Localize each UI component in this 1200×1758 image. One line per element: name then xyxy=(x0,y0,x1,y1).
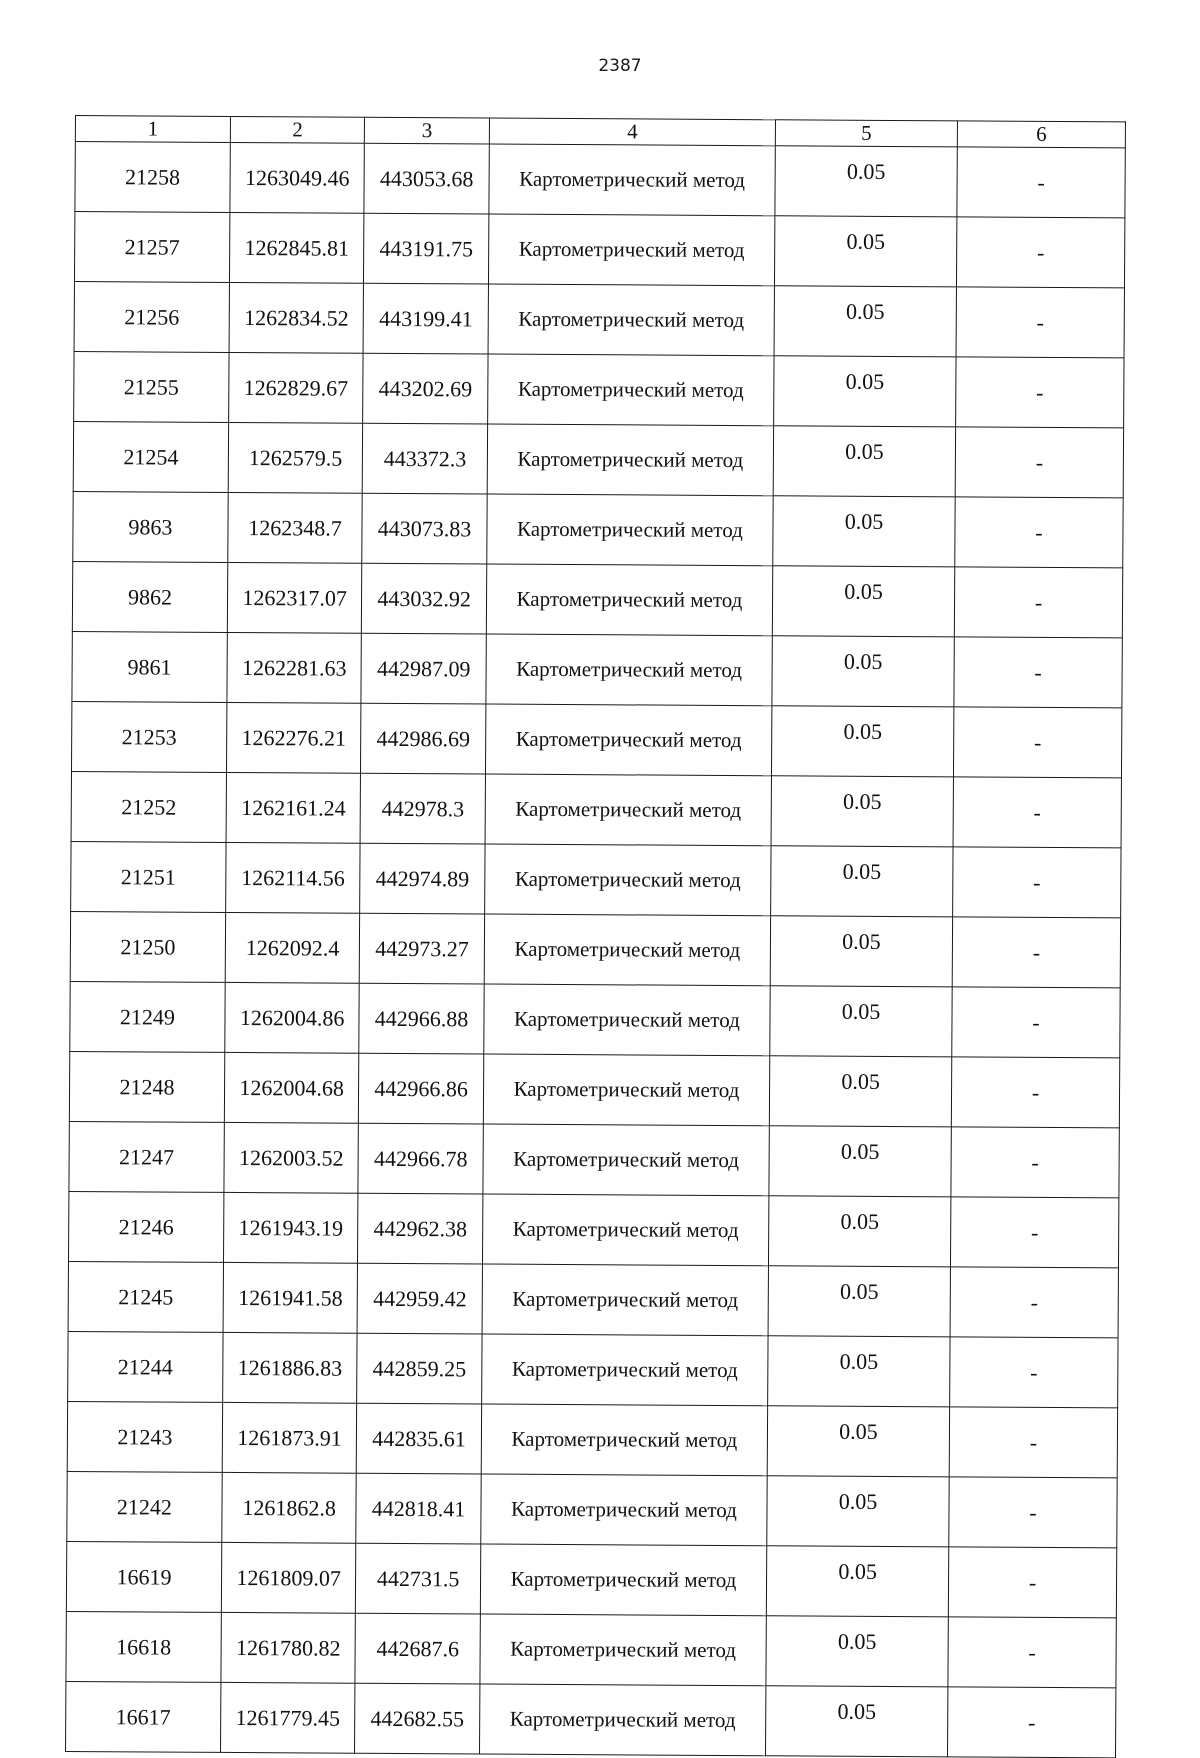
note-cell: - xyxy=(956,357,1124,428)
note-cell: - xyxy=(948,1617,1116,1688)
note-cell: - xyxy=(955,427,1123,498)
x-coordinate-cell: 1263049.46 xyxy=(230,142,365,213)
method-cell: Картометрический метод xyxy=(488,354,774,426)
y-coordinate-cell: 442959.42 xyxy=(357,1263,482,1334)
x-coordinate-cell: 1261941.58 xyxy=(223,1262,358,1333)
method-cell: Картометрический метод xyxy=(479,1684,765,1756)
method-cell: Картометрический метод xyxy=(480,1544,766,1616)
note-cell: - xyxy=(951,1057,1119,1128)
method-cell: Картометрический метод xyxy=(480,1614,766,1686)
header-col-4: 4 xyxy=(489,118,775,146)
y-coordinate-cell: 442818.41 xyxy=(356,1473,481,1544)
y-coordinate-cell: 442973.27 xyxy=(360,913,485,984)
y-coordinate-cell: 443073.83 xyxy=(362,493,487,564)
accuracy-cell: 0.05 xyxy=(767,1476,949,1547)
method-cell: Картометрический метод xyxy=(488,284,774,356)
y-coordinate-cell: 442859.25 xyxy=(357,1333,482,1404)
x-coordinate-cell: 1262114.56 xyxy=(226,842,361,913)
y-coordinate-cell: 443372.3 xyxy=(363,423,488,494)
accuracy-cell: 0.05 xyxy=(767,1406,949,1477)
table-row xyxy=(66,1611,1116,1687)
x-coordinate-cell: 1261873.91 xyxy=(222,1402,357,1473)
point-number-cell: 21247 xyxy=(69,1121,224,1192)
accuracy-cell: 0.05 xyxy=(772,566,954,637)
method-cell: Картометрический метод xyxy=(483,1054,769,1126)
point-number-cell: 21245 xyxy=(68,1261,223,1332)
point-number-cell: 9862 xyxy=(72,561,227,632)
x-coordinate-cell: 1262829.67 xyxy=(229,352,364,423)
y-coordinate-cell: 443032.92 xyxy=(362,563,487,634)
accuracy-cell: 0.05 xyxy=(770,986,952,1057)
accuracy-cell: 0.05 xyxy=(769,1056,951,1127)
point-number-cell: 21244 xyxy=(68,1331,223,1402)
table-row xyxy=(73,491,1123,567)
y-coordinate-cell: 442731.5 xyxy=(356,1543,481,1614)
accuracy-cell: 0.05 xyxy=(771,706,953,777)
y-coordinate-cell: 442687.6 xyxy=(355,1613,480,1684)
table-row xyxy=(66,1681,1116,1757)
method-cell: Картометрический метод xyxy=(486,564,772,636)
x-coordinate-cell: 1262003.52 xyxy=(224,1122,359,1193)
point-number-cell: 21257 xyxy=(74,212,229,283)
method-cell: Картометрический метод xyxy=(486,634,772,706)
y-coordinate-cell: 442966.86 xyxy=(359,1053,484,1124)
table-row xyxy=(72,631,1122,707)
y-coordinate-cell: 442966.78 xyxy=(358,1123,483,1194)
x-coordinate-cell: 1261862.8 xyxy=(222,1472,357,1543)
accuracy-cell: 0.05 xyxy=(769,1126,951,1197)
point-number-cell: 21256 xyxy=(74,281,229,352)
x-coordinate-cell: 1261809.07 xyxy=(221,1542,356,1613)
method-cell: Картометрический метод xyxy=(489,144,775,216)
x-coordinate-cell: 1262092.4 xyxy=(225,912,360,983)
x-coordinate-cell: 1262161.24 xyxy=(226,772,361,843)
note-cell: - xyxy=(949,1407,1117,1478)
method-cell: Картометрический метод xyxy=(485,844,771,916)
x-coordinate-cell: 1262317.07 xyxy=(227,562,362,633)
accuracy-cell: 0.05 xyxy=(773,426,955,497)
accuracy-cell: 0.05 xyxy=(774,286,956,357)
note-cell: - xyxy=(954,637,1122,708)
y-coordinate-cell: 443199.41 xyxy=(363,283,488,354)
note-cell: - xyxy=(953,777,1121,848)
note-cell: - xyxy=(950,1197,1118,1268)
note-cell: - xyxy=(955,497,1123,568)
y-coordinate-cell: 442682.55 xyxy=(355,1683,480,1754)
note-cell: - xyxy=(951,1127,1119,1198)
accuracy-cell: 0.05 xyxy=(775,146,957,217)
table-row xyxy=(70,981,1120,1057)
x-coordinate-cell: 1262281.63 xyxy=(227,632,362,703)
header-col-2: 2 xyxy=(230,116,365,143)
note-cell: - xyxy=(948,1687,1116,1758)
table-row xyxy=(72,561,1122,637)
method-cell: Картометрический метод xyxy=(481,1474,767,1546)
method-cell: Картометрический метод xyxy=(485,774,771,846)
x-coordinate-cell: 1261943.19 xyxy=(223,1192,358,1263)
y-coordinate-cell: 442974.89 xyxy=(360,843,485,914)
note-cell: - xyxy=(953,707,1121,778)
point-number-cell: 21255 xyxy=(74,351,229,422)
coordinates-table xyxy=(65,115,1126,1758)
point-number-cell: 21254 xyxy=(73,421,228,492)
accuracy-cell: 0.05 xyxy=(772,636,954,707)
table-body xyxy=(66,142,1126,1758)
y-coordinate-cell: 442835.61 xyxy=(357,1403,482,1474)
x-coordinate-cell: 1261886.83 xyxy=(223,1332,358,1403)
point-number-cell: 21246 xyxy=(68,1191,223,1262)
method-cell: Картометрический метод xyxy=(487,424,773,496)
method-cell: Картометрический метод xyxy=(482,1334,768,1406)
accuracy-cell: 0.05 xyxy=(768,1336,950,1407)
method-cell: Картометрический метод xyxy=(482,1264,768,1336)
accuracy-cell: 0.05 xyxy=(773,496,955,567)
accuracy-cell: 0.05 xyxy=(774,356,956,427)
y-coordinate-cell: 443053.68 xyxy=(364,143,489,214)
note-cell: - xyxy=(956,217,1124,288)
accuracy-cell: 0.05 xyxy=(766,1616,948,1687)
header-col-1: 1 xyxy=(75,116,230,143)
note-cell: - xyxy=(952,917,1120,988)
point-number-cell: 16617 xyxy=(66,1681,221,1752)
x-coordinate-cell: 1262845.81 xyxy=(229,212,364,283)
method-cell: Картометрический метод xyxy=(488,214,774,286)
x-coordinate-cell: 1262348.7 xyxy=(228,492,363,563)
point-number-cell: 21242 xyxy=(67,1471,222,1542)
table-row xyxy=(67,1401,1117,1477)
x-coordinate-cell: 1262004.86 xyxy=(225,982,360,1053)
table-row xyxy=(74,212,1124,288)
method-cell: Картометрический метод xyxy=(485,704,771,776)
y-coordinate-cell: 443202.69 xyxy=(363,353,488,424)
accuracy-cell: 0.05 xyxy=(771,776,953,847)
accuracy-cell: 0.05 xyxy=(774,216,956,287)
method-cell: Картометрический метод xyxy=(483,1124,769,1196)
x-coordinate-cell: 1262276.21 xyxy=(226,702,361,773)
accuracy-cell: 0.05 xyxy=(765,1686,947,1757)
accuracy-cell: 0.05 xyxy=(771,846,953,917)
point-number-cell: 16618 xyxy=(66,1611,221,1682)
table-row xyxy=(70,911,1120,987)
point-number-cell: 21248 xyxy=(69,1051,224,1122)
table-row xyxy=(71,841,1121,917)
table-row xyxy=(74,351,1124,427)
point-number-cell: 21243 xyxy=(67,1401,222,1472)
table-row xyxy=(69,1051,1119,1127)
table-row xyxy=(71,701,1121,777)
y-coordinate-cell: 442962.38 xyxy=(358,1193,483,1264)
point-number-cell: 21249 xyxy=(70,981,225,1052)
method-cell: Картометрический метод xyxy=(482,1194,768,1266)
header-col-6: 6 xyxy=(957,121,1125,148)
header-col-3: 3 xyxy=(365,117,490,144)
header-col-5: 5 xyxy=(775,120,957,147)
table-row xyxy=(75,142,1125,218)
x-coordinate-cell: 1261779.45 xyxy=(220,1682,355,1753)
method-cell: Картометрический метод xyxy=(484,914,770,986)
accuracy-cell: 0.05 xyxy=(768,1266,950,1337)
accuracy-cell: 0.05 xyxy=(766,1546,948,1617)
table-row xyxy=(68,1191,1118,1267)
note-cell: - xyxy=(956,287,1124,358)
x-coordinate-cell: 1262004.68 xyxy=(224,1052,359,1123)
table-row xyxy=(66,1541,1116,1617)
note-cell: - xyxy=(948,1547,1116,1618)
note-cell: - xyxy=(957,147,1125,218)
table-row xyxy=(74,281,1124,357)
page-number: 2387 xyxy=(598,56,642,76)
note-cell: - xyxy=(949,1477,1117,1548)
table-row xyxy=(71,771,1121,847)
method-cell: Картометрический метод xyxy=(487,494,773,566)
point-number-cell: 21250 xyxy=(70,911,225,982)
x-coordinate-cell: 1262834.52 xyxy=(229,282,364,353)
note-cell: - xyxy=(952,987,1120,1058)
point-number-cell: 16619 xyxy=(66,1541,221,1612)
note-cell: - xyxy=(950,1267,1118,1338)
point-number-cell: 9863 xyxy=(73,491,228,562)
x-coordinate-cell: 1262579.5 xyxy=(228,422,363,493)
point-number-cell: 9861 xyxy=(72,631,227,702)
y-coordinate-cell: 443191.75 xyxy=(364,213,489,284)
accuracy-cell: 0.05 xyxy=(770,916,952,987)
table-row xyxy=(67,1471,1117,1547)
method-cell: Картометрический метод xyxy=(484,984,770,1056)
x-coordinate-cell: 1261780.82 xyxy=(221,1612,356,1683)
table-row xyxy=(68,1261,1118,1337)
y-coordinate-cell: 442966.88 xyxy=(359,983,484,1054)
accuracy-cell: 0.05 xyxy=(768,1196,950,1267)
y-coordinate-cell: 442978.3 xyxy=(360,773,485,844)
note-cell: - xyxy=(953,847,1121,918)
point-number-cell: 21258 xyxy=(75,142,230,213)
table-row xyxy=(73,421,1123,497)
note-cell: - xyxy=(954,567,1122,638)
note-cell: - xyxy=(950,1337,1118,1408)
point-number-cell: 21252 xyxy=(71,771,226,842)
method-cell: Картометрический метод xyxy=(481,1404,767,1476)
table-row xyxy=(68,1331,1118,1407)
table-row xyxy=(69,1121,1119,1197)
y-coordinate-cell: 442987.09 xyxy=(361,633,486,704)
point-number-cell: 21251 xyxy=(71,841,226,912)
y-coordinate-cell: 442986.69 xyxy=(361,703,486,774)
point-number-cell: 21253 xyxy=(71,701,226,772)
